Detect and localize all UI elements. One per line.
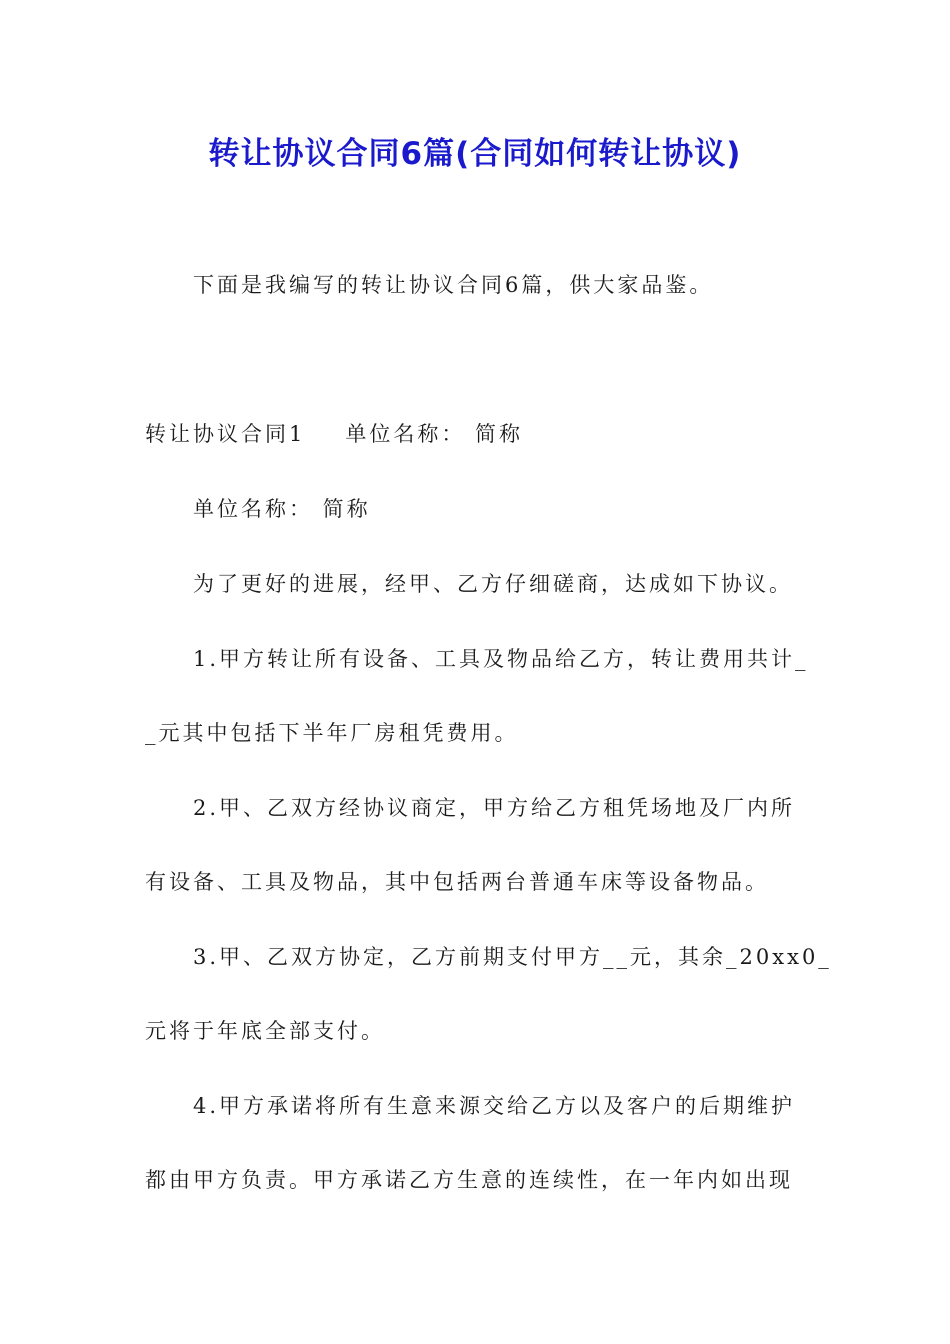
clause-2-line-2: 有设备、工具及物品，其中包括两台普通车床等设备物品。: [145, 870, 769, 894]
company-name-line: 单位名称： 简称: [193, 497, 371, 521]
clause-2-line-1: 2.甲、乙双方经协议商定，甲方给乙方租凭场地及厂内所: [193, 796, 796, 820]
heading-company-name: 单位名称： 简称: [345, 422, 524, 446]
clause-4-line-2: 都由甲方负责。甲方承诺乙方生意的连续性，在一年内如出现: [145, 1168, 793, 1192]
intro-paragraph: 下面是我编写的转让协议合同6篇，供大家品鉴。: [193, 273, 714, 297]
preamble-paragraph: 为了更好的进展，经甲、乙方仔细磋商，达成如下协议。: [193, 572, 793, 596]
section-heading-row: [145, 419, 523, 449]
clause-1-line-2: _元其中包括下半年厂房租凭费用。: [145, 721, 519, 745]
section-heading: 转让协议合同1: [145, 422, 306, 446]
clause-3-line-1: 3.甲、乙双方协定，乙方前期支付甲方__元，其余_20xx0_: [193, 945, 832, 969]
clause-4-line-1: 4.甲方承诺将所有生意来源交给乙方以及客户的后期维护: [193, 1094, 796, 1118]
clause-3-line-2: 元将于年底全部支付。: [145, 1019, 385, 1043]
document-title: 转让协议合同6篇(合同如何转让协议): [208, 136, 742, 172]
clause-1-line-1: 1.甲方转让所有设备、工具及物品给乙方，转让费用共计_: [193, 647, 809, 671]
